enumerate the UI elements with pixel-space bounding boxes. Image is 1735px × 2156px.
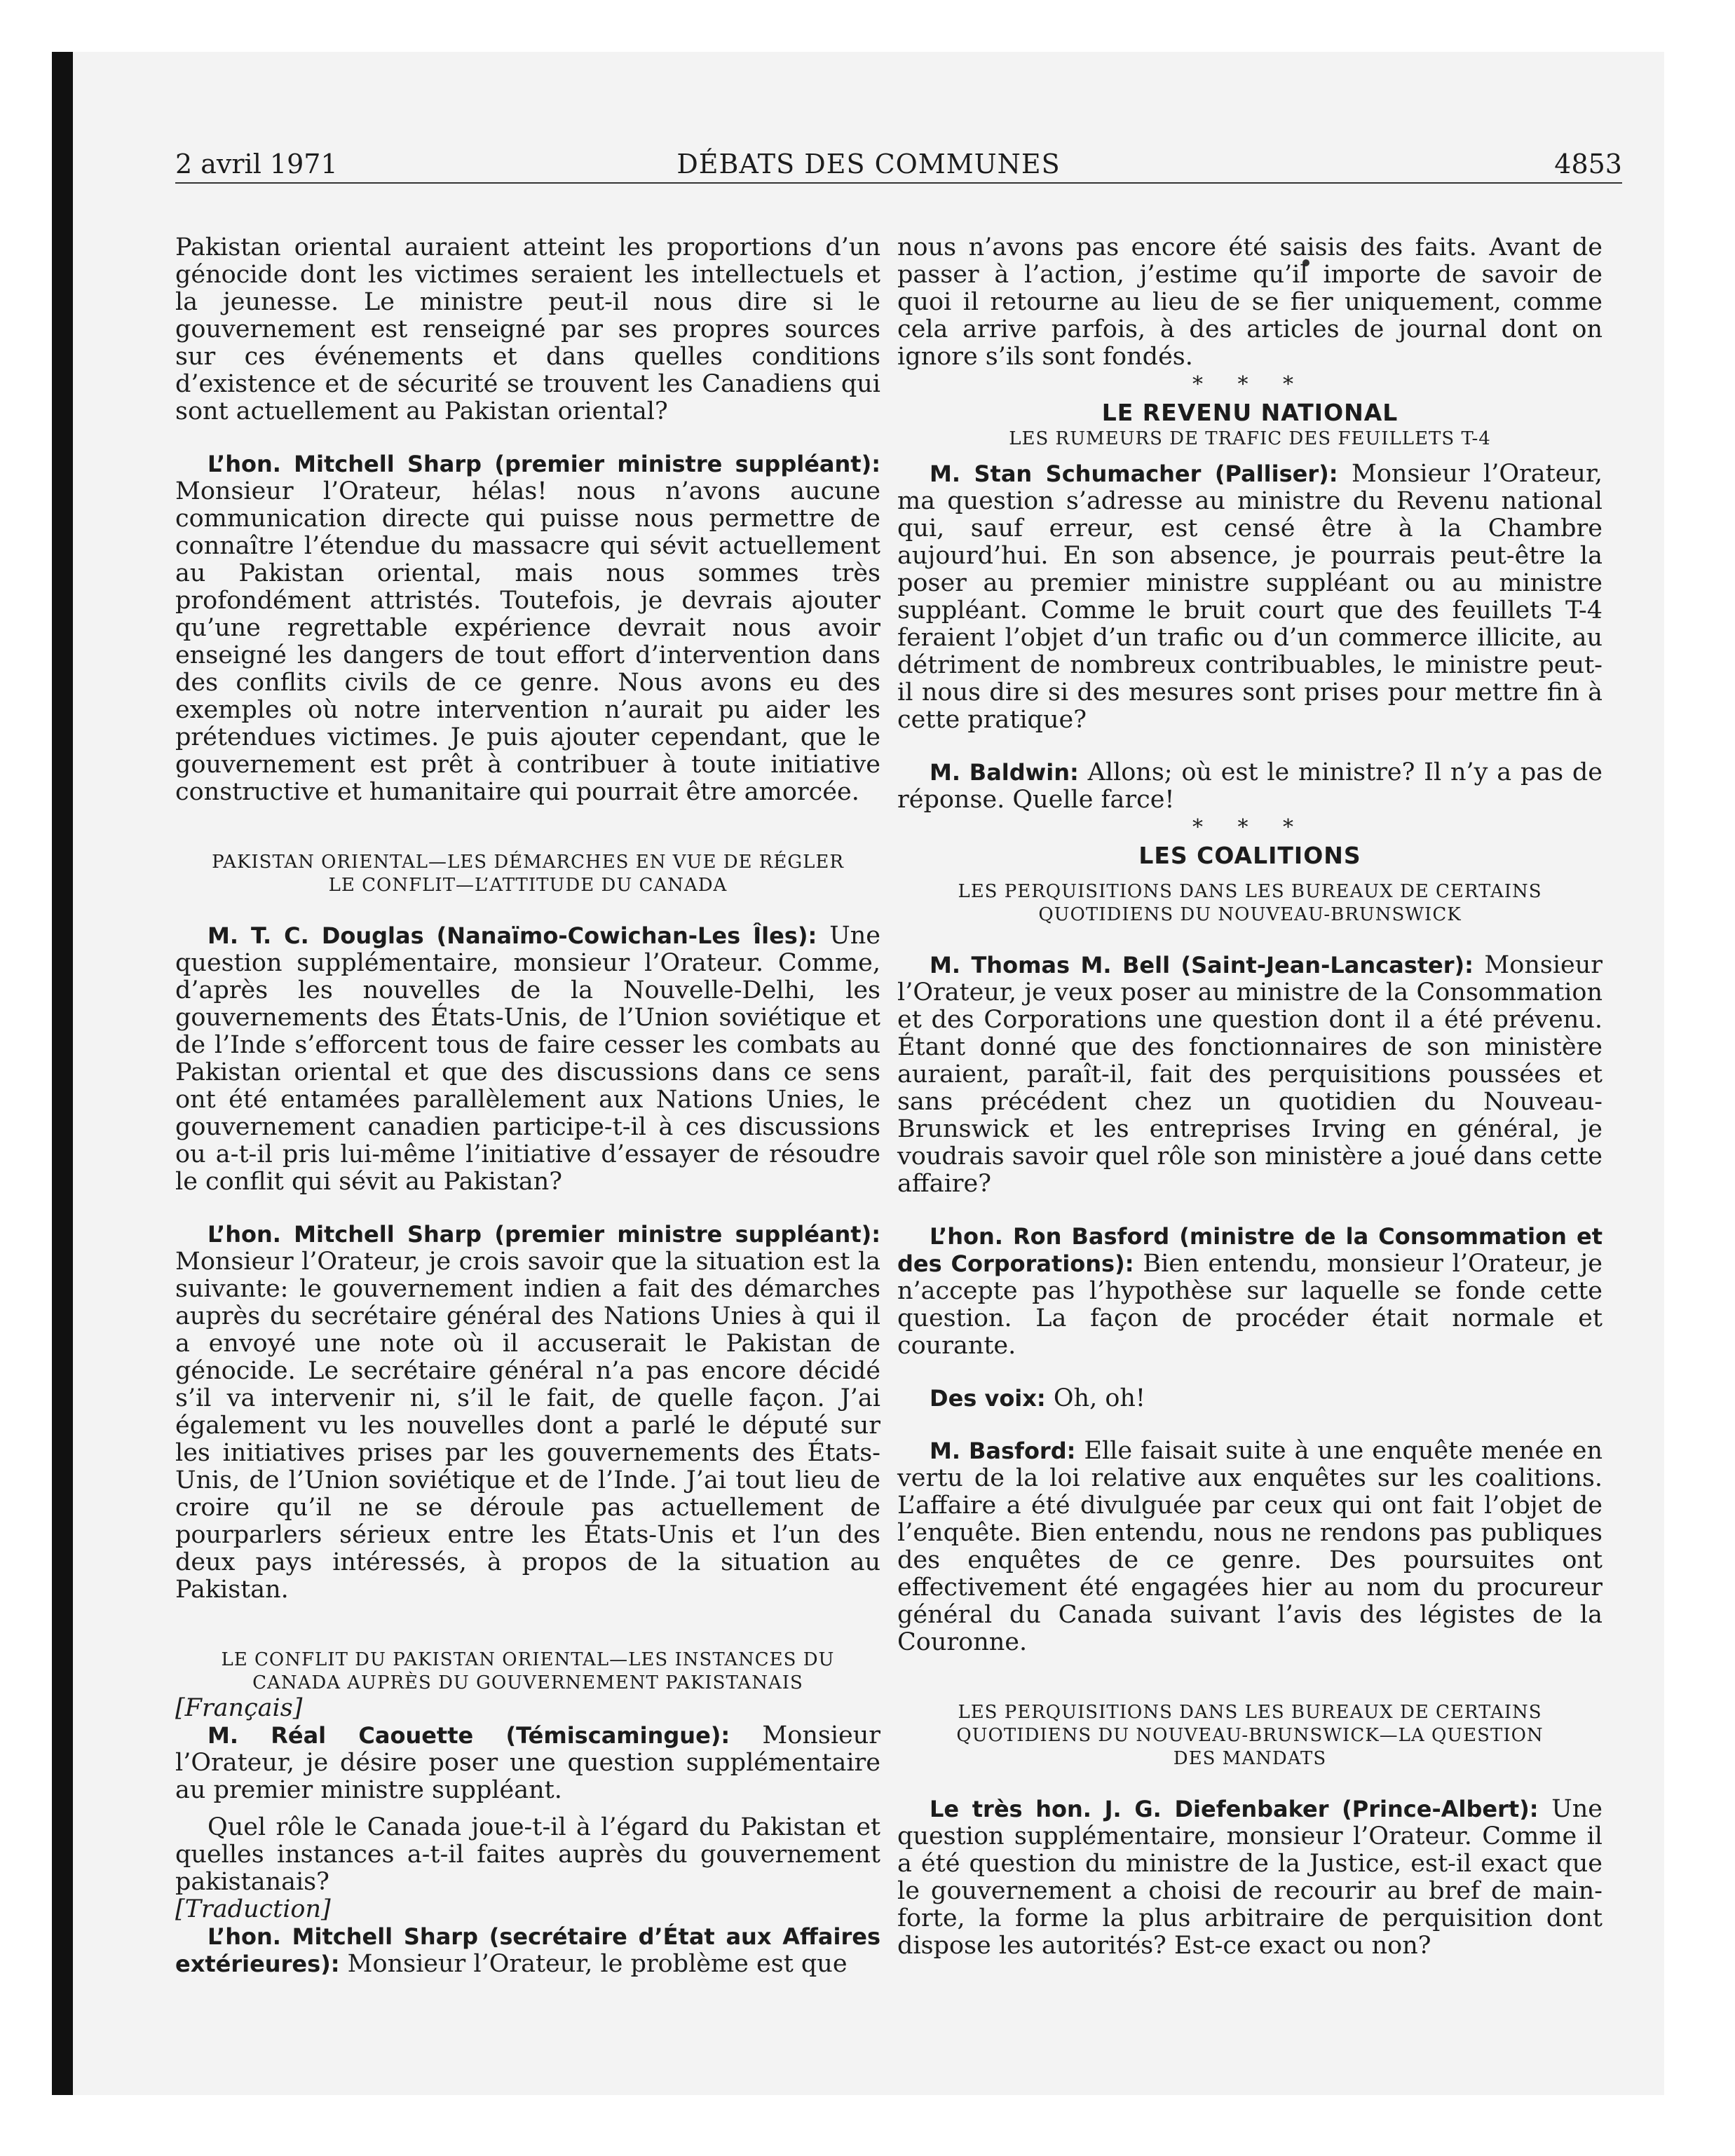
- paragraph: [175, 451, 880, 806]
- paragraph: [897, 759, 1603, 814]
- speaker-name: M. Baldwin:: [930, 759, 1079, 786]
- section-title: LES COALITIONS: [1138, 842, 1361, 869]
- section-heading: [175, 1649, 880, 1695]
- speech-text: Une question supplémentaire, monsieur l’Orateur. Comme, d’après les nouvelles de la Nouvelle-Delhi, les gouvernements des États-Unis, de l’Union soviétique et de l’Inde s’efforcent tous de faire cesser les combats au Pakistan oriental et que des discussions dans ce sens ont été entamées parallèlement aux Nations Unies, le gouvernement canadien participe-t-il à ces discussions ou a-t-il pris lui-même l’initiative d’essayer de résoudre le conflit qui sévit au Pakistan?: [175, 922, 880, 1196]
- heading-line: QUOTIDIENS DU NOUVEAU-BRUNSWICK—LA QUESTION: [956, 1725, 1544, 1746]
- language-marker: [Traduction]: [175, 1895, 331, 1923]
- speaker-name: L’hon. Mitchell Sharp (premier ministre suppléant):: [207, 1221, 880, 1248]
- speech-text: Une question supplémentaire, monsieur l’Orateur. Comme il a été question du ministre de la Justice, est-il exact que le gouvernement a choisi de recourir au bref de main-forte, la forme la plus arbitraire de perquisition dont dispose les autorités? Est-ce exact ou non?: [897, 1795, 1603, 1960]
- paragraph: nous n’avons pas encore été saisis des faits. Avant de passer à l’action, j’estime qu’il importe de savoir de quoi il retourne au lieu de se fier uniquement, comme cela arrive parfois, à des articles de journal dont on ignore s’ils sont fondés.: [897, 233, 1603, 371]
- heading-line: PAKISTAN ORIENTAL—LES DÉMARCHES EN VUE DE RÉGLER: [212, 852, 844, 873]
- paragraph: [897, 1223, 1603, 1360]
- paragraph: [897, 1385, 1603, 1412]
- speech-text: Monsieur l’Orateur, hélas! nous n’avons aucune communication directe qui puisse nous permettre de connaître l’étendue du massacre qui sévit actuellement au Pakistan oriental, mais nous sommes très profondément attristés. Toutefois, je devrais ajouter qu’une regrettable expérience devrait nous avoir enseigné les dangers de tout effort d’intervention dans des conflits civils de ce genre. Nous avons eu des exemples où notre intervention n’aurait pu aider les prétendues victimes. Je puis ajouter cependant, que le gouvernement est prêt à contribuer à toute initiative constructive et humanitaire qui pourrait être amorcée.: [175, 477, 880, 806]
- speaker-name: Des voix:: [930, 1385, 1046, 1412]
- heading-line: LES PERQUISITIONS DANS LES BUREAUX DE CERTAINS: [958, 881, 1542, 902]
- paragraph: [897, 1438, 1603, 1656]
- speech-text: Monsieur l’Orateur, le problème est que: [339, 1950, 848, 1978]
- paragraph: [175, 1923, 880, 1978]
- paragraph: [897, 952, 1603, 1198]
- page-number: 4853: [1554, 149, 1622, 179]
- speech-text: Monsieur l’Orateur, ma question s’adresse au ministre du Revenu national qui, sauf erreur, est censé être à la Chambre aujourd’hui. En son absence, je pourrais peut-être la poser au premier ministre suppléant ou au ministre suppléant. Comme le bruit court que des feuillets T-4 feraient l’objet d’un trafic ou d’un commerce illicite, au détriment de nombreux contribuables, le ministre peut-il nous dire si des mesures sont prises pour mettre fin à cette pratique?: [897, 460, 1603, 734]
- paragraph: [897, 1796, 1603, 1960]
- speech-text: Monsieur l’Orateur, je désire poser une question supplémentaire au premier ministre suppléant.: [175, 1721, 880, 1804]
- page: [73, 52, 1664, 2095]
- speaker-name: L’hon. Ron Basford (ministre de la Consommation et des Corporations):: [897, 1223, 1603, 1277]
- section-heading: [175, 851, 880, 897]
- left-column: [175, 234, 880, 1978]
- paragraph: [175, 1722, 880, 1804]
- header-title: DÉBATS DES COMMUNES: [676, 149, 1061, 179]
- speech-text: Bien entendu, monsieur l’Orateur, je n’accepte pas l’hypothèse sur laquelle se fonde cette question. La façon de procéder était normale et courante.: [897, 1250, 1603, 1360]
- heading-line: CANADA AUPRÈS DU GOUVERNEMENT PAKISTANAIS: [252, 1672, 803, 1693]
- paragraph: [897, 460, 1603, 734]
- speaker-name: M. Stan Schumacher (Palliser):: [930, 460, 1338, 487]
- heading-line: LE CONFLIT—L’ATTITUDE DU CANADA: [328, 875, 728, 896]
- speech-text: Monsieur l’Orateur, je crois savoir que la situation est la suivante: le gouvernement indien a fait des démarches auprès du secrétaire général des Nations Unies à qui il a envoyé une note où il accuserait le Pakistan de génocide. Le secrétaire général n’a pas encore décidé s’il va intervenir ni, s’il le fait, de quelle façon. J’ai également vu les nouvelles dont a parlé le député sur les initiatives prises par les gouvernements des États-Unis, de l’Union soviétique et de l’Inde. J’ai tout lieu de croire qu’il ne se déroule pas actuellement de pourparlers sérieux entre les États-Unis et l’un des deux pays intéressés, à propos de la situation au Pakistan.: [175, 1248, 880, 1604]
- speaker-name: M. Basford:: [930, 1438, 1076, 1464]
- right-column: [897, 234, 1603, 1960]
- speaker-name: M. Thomas M. Bell (Saint-Jean-Lancaster):: [930, 952, 1474, 978]
- section-separator: * * *: [1192, 372, 1308, 397]
- speech-text: Oh, oh!: [1045, 1384, 1145, 1412]
- heading-line: DES MANDATS: [1173, 1748, 1327, 1769]
- speaker-name: Le très hon. J. G. Diefenbaker (Prince-Albert):: [930, 1796, 1539, 1822]
- heading-line: LE CONFLIT DU PAKISTAN ORIENTAL—LES INSTANCES DU: [221, 1649, 835, 1670]
- paragraph: Quel rôle le Canada joue-t-il à l’égard du Pakistan et quelles instances a-t-il faites auprès du gouvernement pakistanais?: [175, 1813, 880, 1896]
- heading-line: LES PERQUISITIONS DANS LES BUREAUX DE CERTAINS: [958, 1702, 1542, 1723]
- scan-edge: [52, 52, 73, 2095]
- header-date: 2 avril 1971: [175, 149, 338, 179]
- heading-line: QUOTIDIENS DU NOUVEAU-BRUNSWICK: [1038, 904, 1462, 925]
- subsection-title: LES RUMEURS DE TRAFIC DES FEUILLETS T-4: [1009, 428, 1491, 449]
- paragraph: [175, 922, 880, 1196]
- paragraph: Pakistan oriental auraient atteint les proportions d’un génocide dont les victimes seraient les intellectuels et la jeunesse. Le ministre peut-il nous dire si le gouvernement est renseigné par ses propres sources sur ces événements et dans quelles conditions d’existence et de sécurité se trouvent les Canadiens qui sont actuellement au Pakistan oriental?: [175, 233, 880, 425]
- speech-text: Elle faisait suite à une enquête menée en vertu de la loi relative aux enquêtes sur les coalitions. L’affaire a été divulguée par ceux qui ont fait l’objet de l’enquête. Bien entendu, nous ne rendons pas publiques des enquêtes de ce genre. Des poursuites ont effectivement été engagées hier au nom du procureur général du Canada suivant l’avis des légistes de la Couronne.: [897, 1437, 1603, 1656]
- speaker-name: M. Réal Caouette (Témiscamingue):: [207, 1722, 730, 1749]
- speaker-name: M. T. C. Douglas (Nanaïmo-Cowichan-Les Îles):: [207, 922, 817, 949]
- speaker-name: L’hon. Mitchell Sharp (premier ministre suppléant):: [207, 451, 880, 477]
- speech-text: Monsieur l’Orateur, je veux poser au ministre de la Consommation et des Corporations une question dont il a été prévenu. Étant donné que des fonctionnaires de son ministère auraient, paraît-il, fait des perquisitions poussées et sans précédent chez un quotidien du Nouveau-Brunswick et les entreprises Irving en général, je voudrais savoir quel rôle son ministère a joué dans cette affaire?: [897, 951, 1603, 1198]
- speech-text: Allons; où est le ministre? Il n’y a pas de réponse. Quelle farce!: [897, 758, 1603, 814]
- paragraph: [175, 1221, 880, 1604]
- section-separator: * * *: [1192, 815, 1308, 840]
- speaker-name: L’hon. Mitchell Sharp (secrétaire d’État aux Affaires extérieures):: [175, 1923, 880, 1977]
- subsection-title: [897, 880, 1603, 927]
- section-title: LE REVENU NATIONAL: [1101, 399, 1399, 426]
- header-rule: [175, 182, 1622, 184]
- subsection-title: [897, 1701, 1603, 1770]
- language-marker: [Français]: [175, 1694, 303, 1722]
